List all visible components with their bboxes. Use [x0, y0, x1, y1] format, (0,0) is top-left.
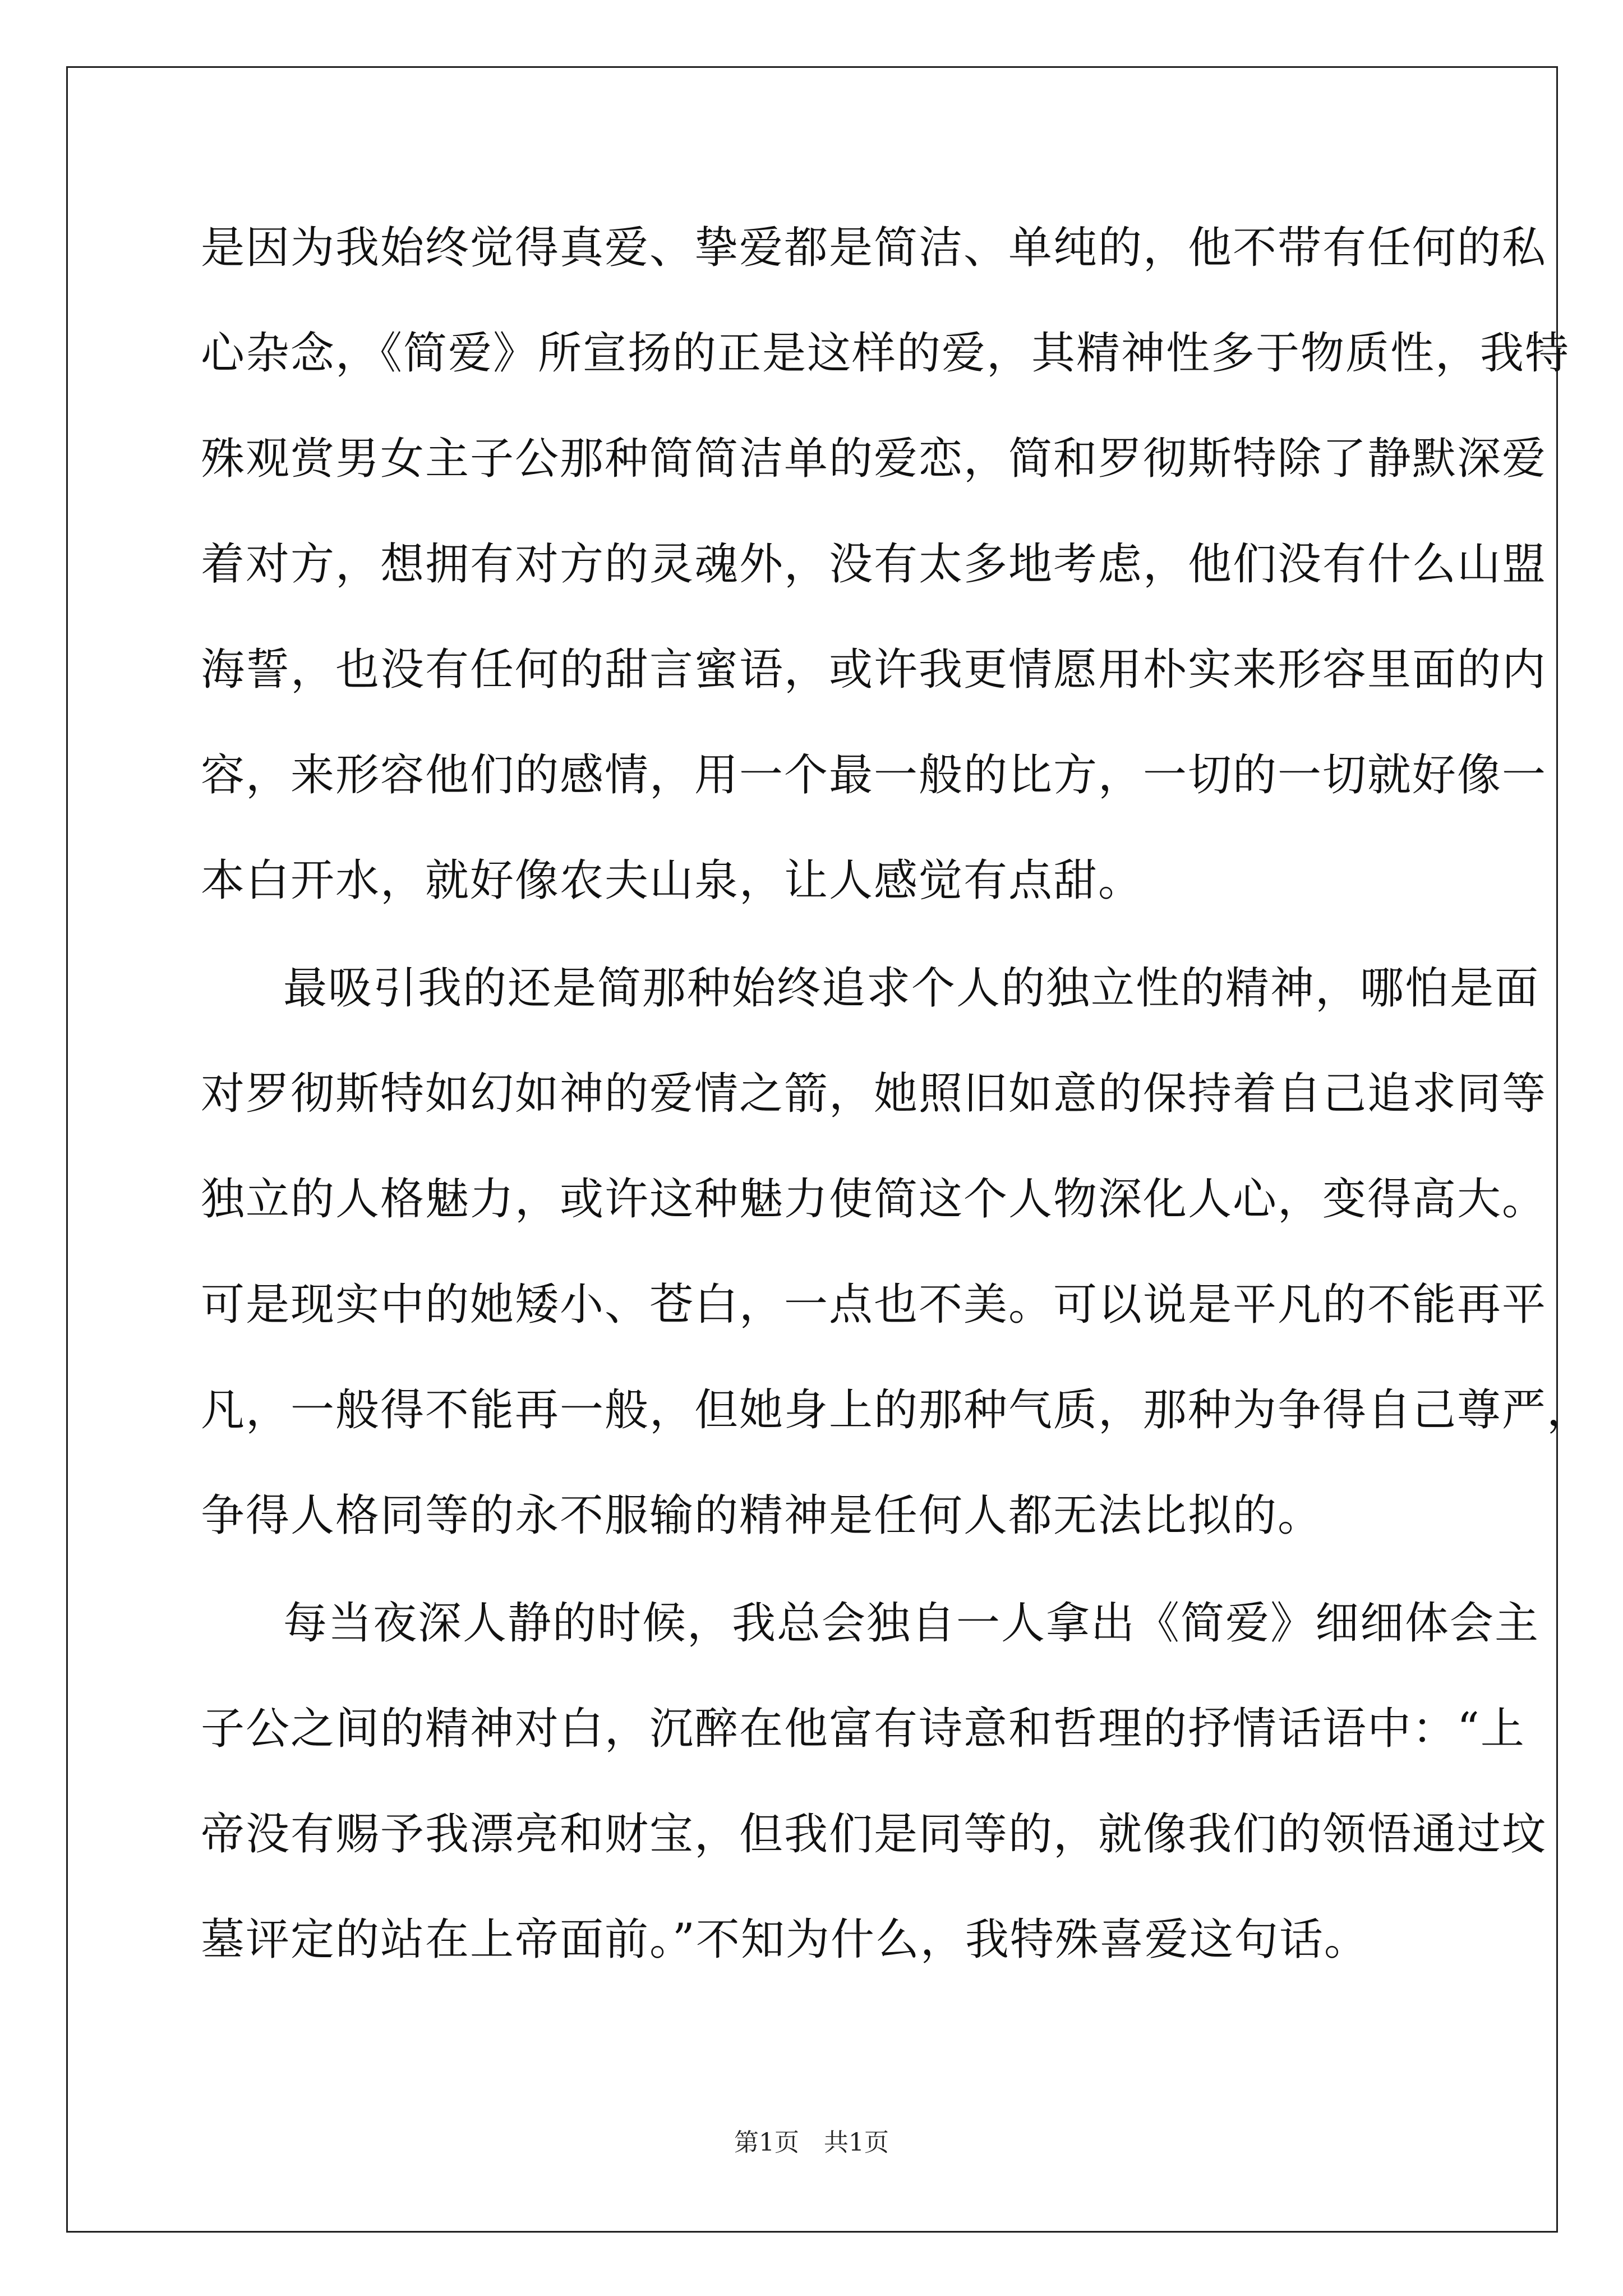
paragraph-2-line-1: 最吸引我的还是简那种始终追求个人的独立性的精神，哪怕是面: [283, 963, 1540, 1014]
paragraph-2-line-2: 对罗彻斯特如幻如神的爱情之箭，她照旧如意的保持着自己追求同等: [201, 1069, 1547, 1119]
paragraph-1-line-6: 容，来形容他们的感情，用一个最一般的比方，一切的一切就好像一: [201, 750, 1547, 800]
paragraph-3-line-1: 每当夜深人静的时候，我总会独自一人拿出《简爱》细细体会主: [283, 1598, 1540, 1649]
paragraph-2-line-6: 争得人格同等的永不服输的精神是任何人都无法比拟的。: [201, 1490, 1323, 1541]
paragraph-1-line-2: 心杂念，《简爱》所宣扬的正是这样的爱，其精神性多于物质性，我特: [201, 328, 1570, 379]
page-number-footer: 第1页 共1页: [734, 2128, 889, 2157]
paragraph-1-line-7: 本白开水，就好像农夫山泉，让人感觉有点甜。: [201, 855, 1144, 906]
page-border: [66, 66, 1592, 2233]
paragraph-2-line-4: 可是现实中的她矮小、苍白，一点也不美。可以说是平凡的不能再平: [201, 1280, 1547, 1330]
paragraph-3-line-4: 墓评定的站在上帝面前。”不知为什么，我特殊喜爱这句话。: [201, 1915, 1369, 1965]
paragraph-2-line-5: 凡，一般得不能再一般，但她身上的那种气质，那种为争得自己尊严，: [201, 1385, 1592, 1435]
paragraph-1-line-4: 着对方，想拥有对方的灵魂外，没有太多地考虑，他们没有什么山盟: [201, 539, 1547, 590]
paragraph-1-line-1: 是因为我始终觉得真爱、挚爱都是简洁、单纯的，他不带有任何的私: [201, 223, 1547, 273]
paragraph-1-line-5: 海誓，也没有任何的甜言蜜语，或许我更情愿用朴实来形容里面的内: [201, 645, 1547, 695]
paragraph-3-line-3: 帝没有赐予我漂亮和财宝，但我们是同等的，就像我们的领悟通过坟: [201, 1809, 1547, 1860]
paragraph-1-line-3: 殊观赏男女主子公那种简简洁单的爱恋，简和罗彻斯特除了静默深爱: [201, 434, 1547, 484]
paragraph-3-line-2: 子公之间的精神对白，沉醉在他富有诗意和哲理的抒情话语中：“上: [201, 1704, 1525, 1754]
paragraph-2-line-3: 独立的人格魅力，或许这种魅力使简这个人物深化人心，变得高大。: [201, 1174, 1547, 1225]
